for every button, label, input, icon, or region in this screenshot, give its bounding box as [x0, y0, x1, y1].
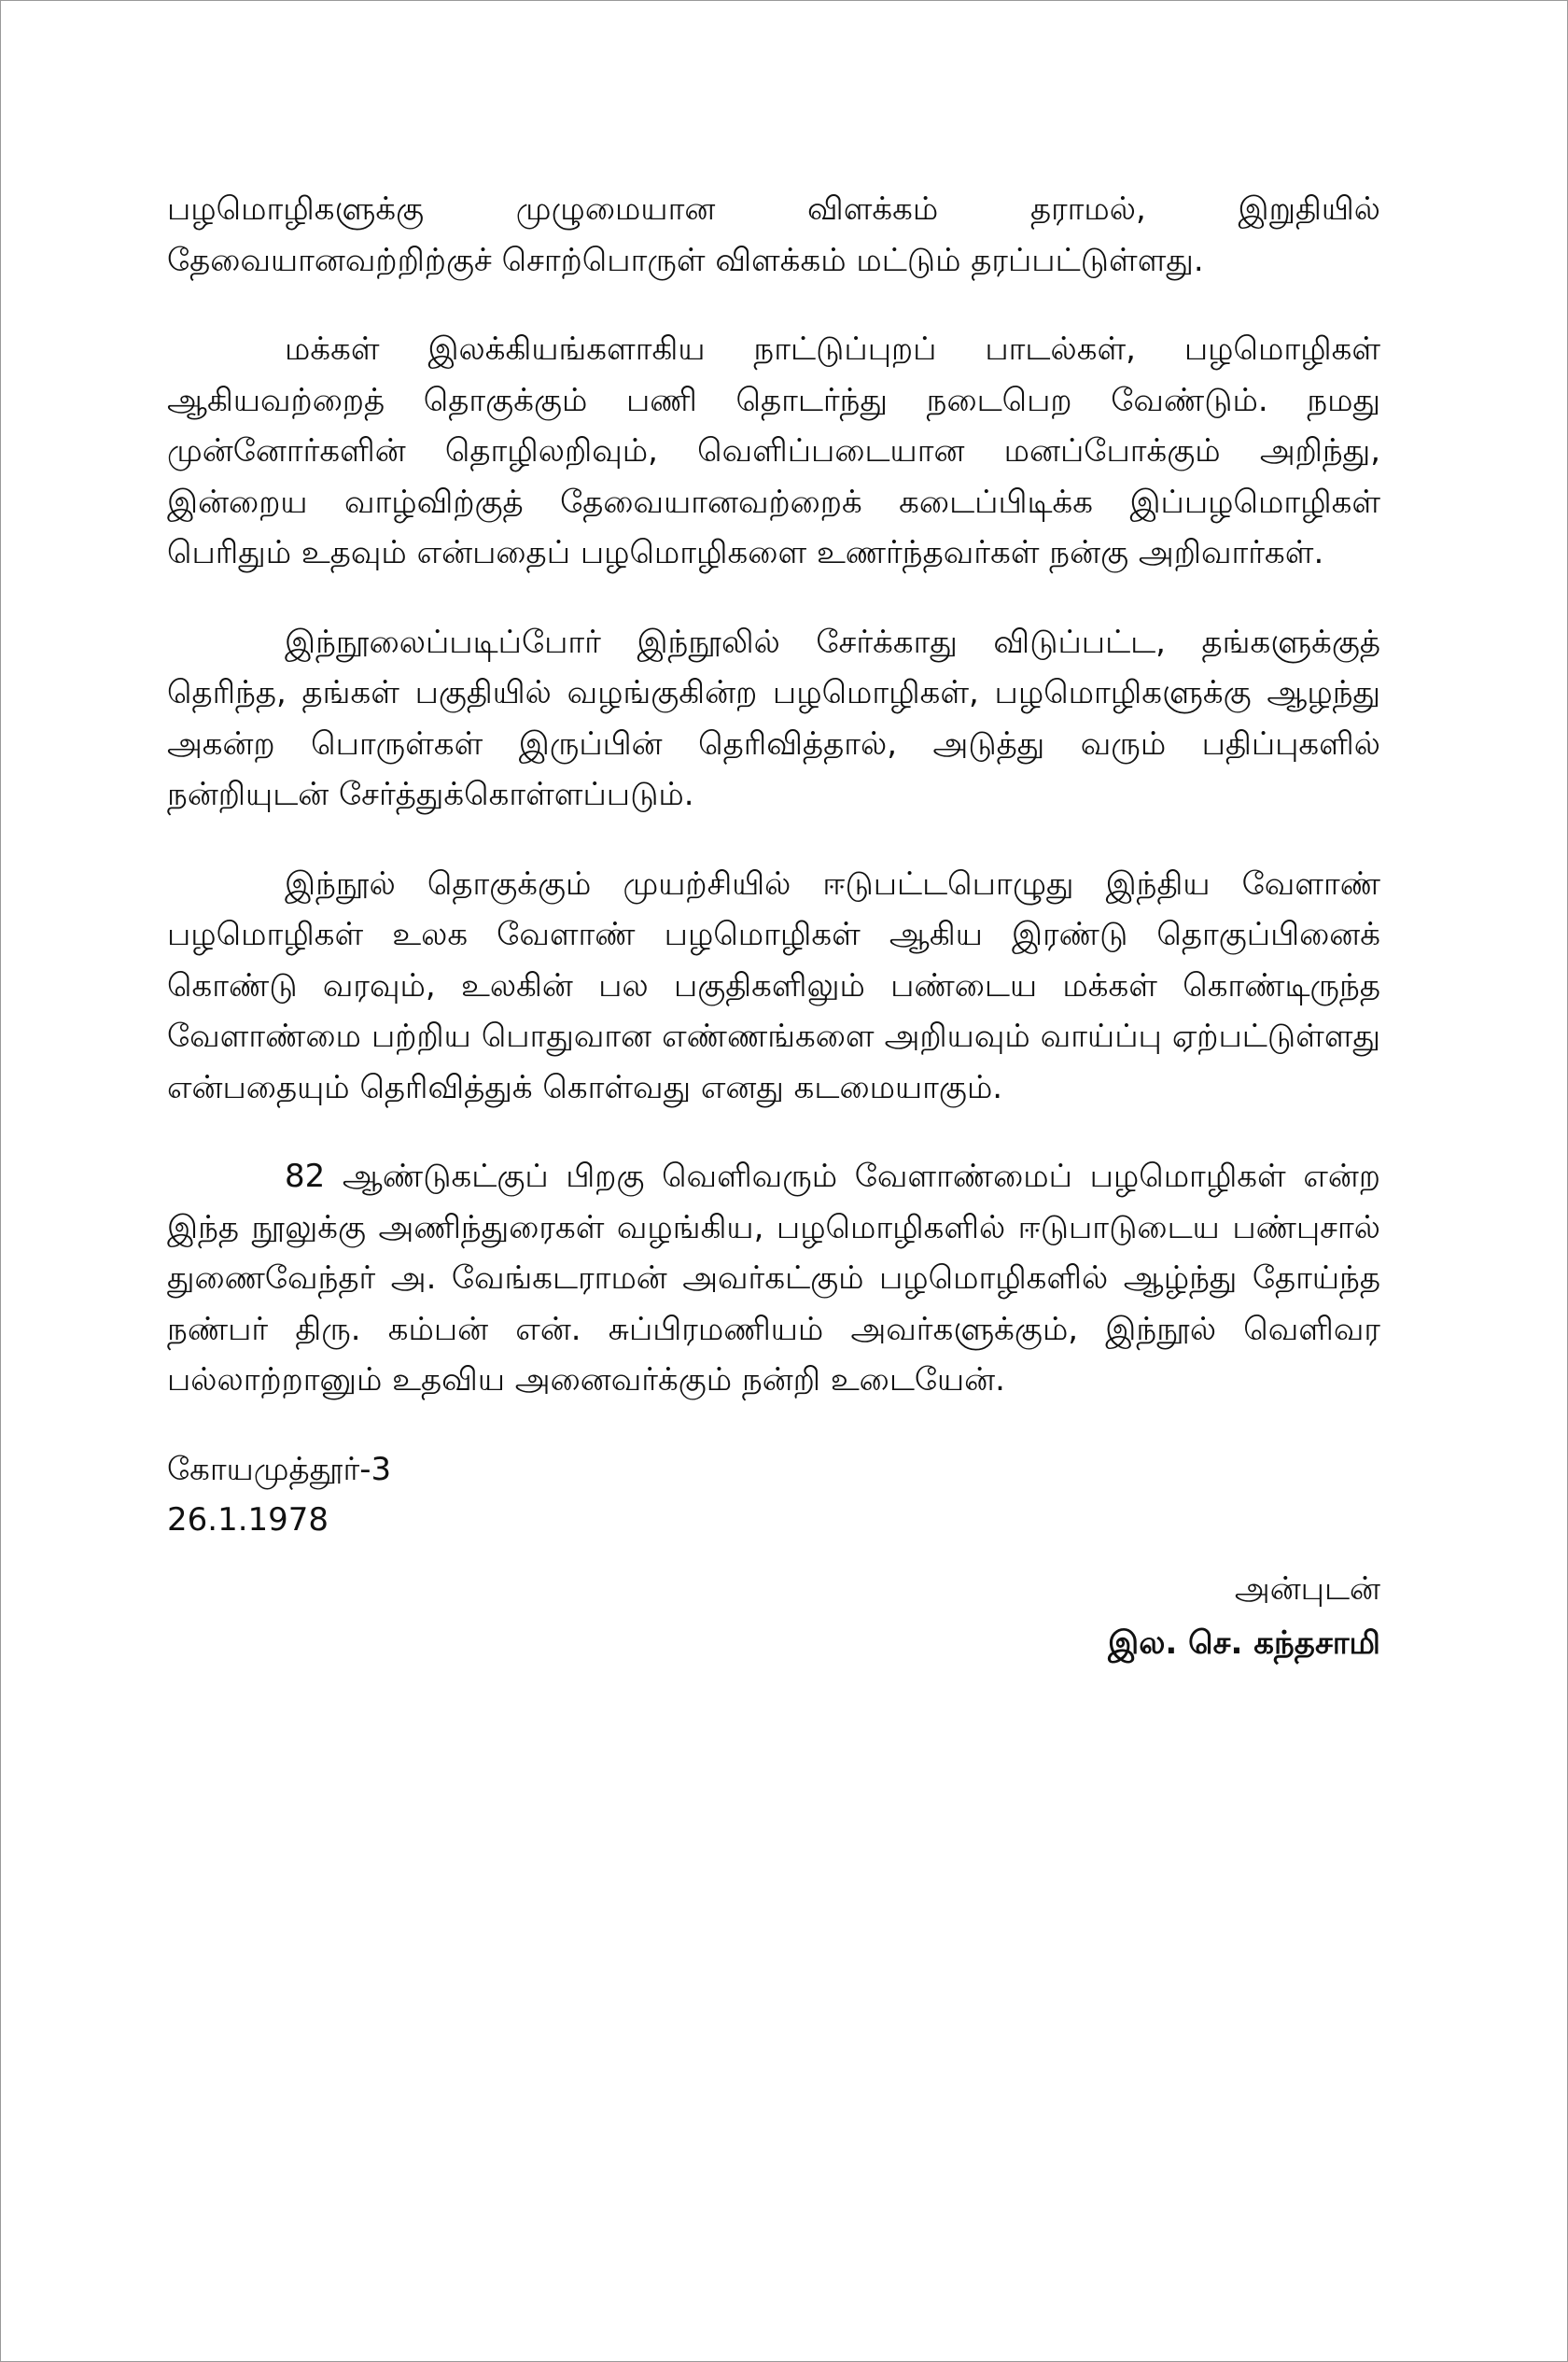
preface-body — [167, 184, 1380, 1670]
paragraph-1: பழமொழிகளுக்கு முழுமையான விளக்கம் தராமல், இறுதியில் தேவையானவற்றிற்குச் சொற்பொருள் விளக்கம் மட்டும் தரப்பட்டுள்ளது. — [167, 190, 1380, 279]
paragraph-3: இந்நூலைப்படிப்போர் இந்நூலில் சேர்க்காது விடுப்பட்ட, தங்களுக்குத் தெரிந்த, தங்கள் பகுதியில் வழங்குகின்ற பழமொழிகள், பழமொழிகளுக்கு ஆழந்து அகன்ற பொருள்கள் இருப்பின் தெரிவித்தால், அடுத்து வரும் பதிப்புகளில் நன்றியுடன் சேர்த்துக்கொள்ளப்படும். — [167, 623, 1380, 813]
paragraph-4: இந்நூல் தொகுக்கும் முயற்சியில் ஈடுபட்டபொழுது இந்திய வேளாண் பழமொழிகள் உலக வேளாண் பழமொழிகள் ஆகிய இரண்டு தொகுப்பினைக் கொண்டு வரவும், உலகின் பல பகுதிகளிலும் பண்டைய மக்கள் கொண்டிருந்த வேளாண்மை பற்றிய பொதுவான எண்ணங்களை அறியவும் வாய்ப்பு ஏற்பட்டுள்ளது என்பதையும் தெரிவித்துக் கொள்வது எனது கடமையாகும். — [167, 865, 1380, 1106]
closing-salutation: அன்புடன் — [1234, 1569, 1380, 1608]
place-date-block — [167, 1444, 1380, 1545]
paragraph-2: மக்கள் இலக்கியங்களாகிய நாட்டுப்புறப் பாடல்கள், பழமொழிகள் ஆகியவற்றைத் தொகுக்கும் பணி தொடர்ந்து நடைபெற வேண்டும். நமது முன்னோர்களின் தொழிலறிவும், வெளிப்படையான மனப்போக்கும் அறிந்து, இன்றைய வாழ்விற்குத் தேவையானவற்றைக் கடைப்பிடிக்க இப்பழமொழிகள் பெரிதும் உதவும் என்பதைப் பழமொழிகளை உணர்ந்தவர்கள் நன்கு அறிவார்கள். — [167, 330, 1380, 571]
date-text: 26.1.1978 — [167, 1500, 329, 1539]
closing-block — [167, 1562, 1380, 1670]
author-signature: இல. செ. கந்தசாமி — [1108, 1624, 1380, 1662]
paragraph-5: 82 ஆண்டுகட்குப் பிறகு வெளிவரும் வேளாண்மைப் பழமொழிகள் என்ற இந்த நூலுக்கு அணிந்துரைகள் வழங்கிய, பழமொழிகளில் ஈடுபாடுடைய பண்புசால் துணைவேந்தர் அ. வேங்கடராமன் அவர்கட்கும் பழமொழிகளில் ஆழ்ந்து தோய்ந்த நண்பர் திரு. கம்பன் என். சுப்பிரமணியம் அவர்களுக்கும், இந்நூல் வெளிவர பல்லாற்றானும் உதவிய அனைவர்க்கும் நன்றி உடையேன். — [167, 1158, 1380, 1399]
place-text: கோயமுத்தூர்-3 — [167, 1450, 392, 1488]
